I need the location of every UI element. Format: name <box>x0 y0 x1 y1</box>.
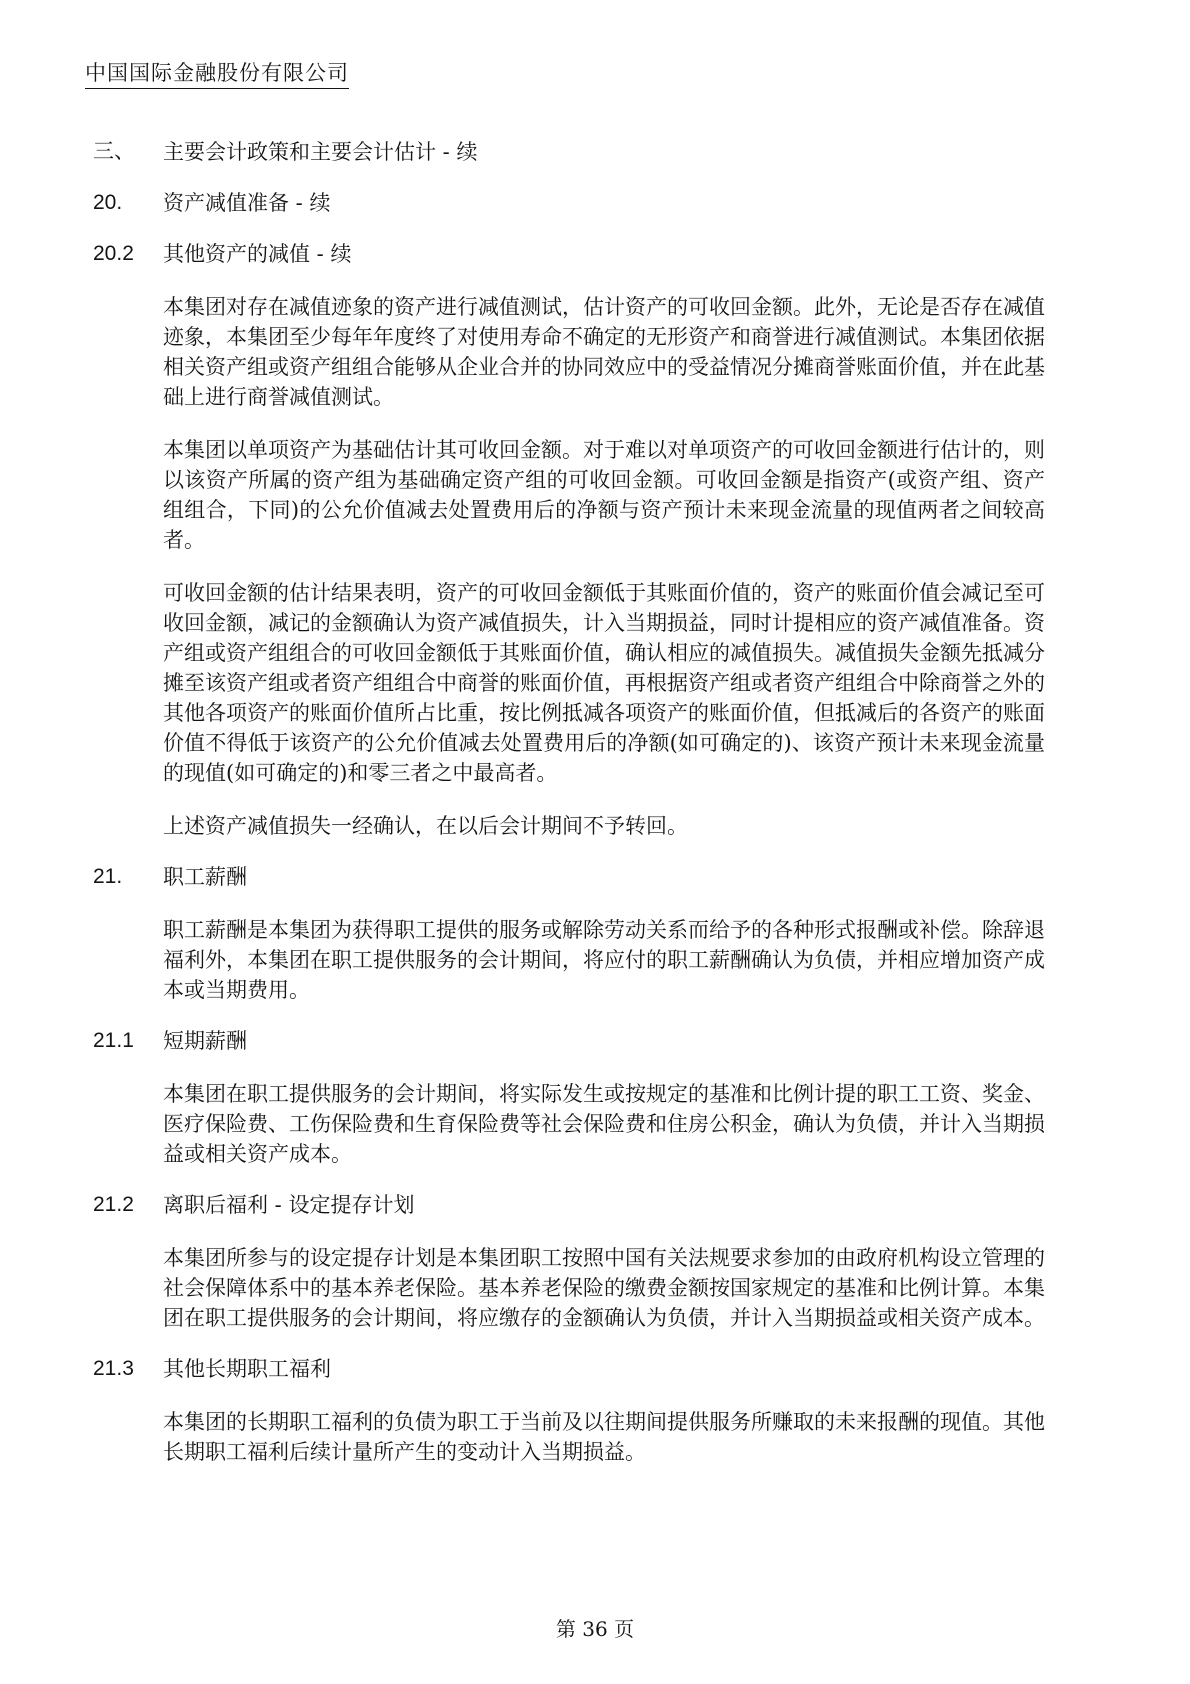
paragraph-20-2-1: 本集团对存在减值迹象的资产进行减值测试，估计资产的可收回金额。此外，无论是否存在减值迹象，本集团至少每年年度终了对使用寿命不确定的无形资产和商誉进行减值测试。本集团依据相关资产组或资产组组合能够从企业合并的协同效应中的受益情况分摊商誉账面价值，并在此基础上进行商誉减值测试。 <box>163 295 1045 409</box>
section-number-main: 三、 <box>93 140 135 163</box>
paragraph-20-2-2: 本集团以单项资产为基础估计其可收回金额。对于难以对单项资产的可收回金额进行估计的，则以该资产所属的资产组为基础确定资产组的可收回金额。可收回金额是指资产(或资产组、资产组组合，下同)的公允价值减去处置费用后的净额与资产预计未来现金流量的现值两者之间较高者。 <box>163 438 1045 552</box>
section-title-21-2: 离职后福利 - 设定提存计划 <box>163 1193 415 1217</box>
section-number-21-2: 21.2 <box>93 1193 134 1216</box>
section-heading-20 <box>93 188 1045 218</box>
section-title-21-1: 短期薪酬 <box>163 1029 247 1053</box>
section-number-20: 20. <box>93 191 123 214</box>
section-number-21-1: 21.1 <box>93 1029 134 1052</box>
section-title-20-2: 其他资产的减值 - 续 <box>163 242 352 266</box>
section-title-20: 资产减值准备 - 续 <box>163 191 331 215</box>
section-number-21-3: 21.3 <box>93 1357 134 1380</box>
section-heading-main <box>93 137 1045 167</box>
section-heading-21-1 <box>93 1026 1045 1056</box>
section-number-21: 21. <box>93 865 123 888</box>
section-number-20-2: 20.2 <box>93 242 134 265</box>
section-title-21-3: 其他长期职工福利 <box>163 1357 331 1381</box>
paragraph-21-1-1: 本集团在职工提供服务的会计期间，将实际发生或按规定的基准和比例计提的职工工资、奖金、医疗保险费、工伤保险费和生育保险费等社会保险费和住房公积金，确认为负债，并计入当期损益或相关资产成本。 <box>163 1082 1045 1166</box>
section-heading-20-2 <box>93 239 1045 269</box>
page-number: 第 36 页 <box>555 1617 635 1641</box>
section-heading-21-2 <box>93 1190 1045 1220</box>
paragraph-20-2-3: 可收回金额的估计结果表明，资产的可收回金额低于其账面价值的，资产的账面价值会减记至可收回金额，减记的金额确认为资产减值损失，计入当期损益，同时计提相应的资产减值准备。资产组或资产组组合的可收回金额低于其账面价值，确认相应的减值损失。减值损失金额先抵减分摊至该资产组或者资产组组合中商誉的账面价值，再根据资产组或者资产组组合中除商誉之外的其他各项资产的账面价值所占比重，按比例抵减各项资产的账面价值，但抵减后的各资产的账面价值不得低于该资产的公允价值减去处置费用后的净额(如可确定的)、该资产预计未来现金流量的现值(如可确定的)和零三者之中最高者。 <box>163 581 1045 785</box>
section-heading-21-3 <box>93 1354 1045 1384</box>
company-name: 中国国际金融股份有限公司 <box>85 60 349 89</box>
paragraph-21-1: 职工薪酬是本集团为获得职工提供的服务或解除劳动关系而给予的各种形式报酬或补偿。除辞退福利外，本集团在职工提供服务的会计期间，将应付的职工薪酬确认为负债，并相应增加资产成本或当期费用。 <box>163 918 1045 1002</box>
section-heading-21 <box>93 862 1045 892</box>
section-title-21: 职工薪酬 <box>163 865 247 889</box>
paragraph-21-2-1: 本集团所参与的设定提存计划是本集团职工按照中国有关法规要求参加的由政府机构设立管理的社会保障体系中的基本养老保险。基本养老保险的缴费金额按国家规定的基准和比例计算。本集团在职工提供服务的会计期间，将应缴存的金额确认为负债，并计入当期损益或相关资产成本。 <box>163 1246 1045 1330</box>
paragraph-21-3-1: 本集团的长期职工福利的负债为职工于当前及以往期间提供服务所赚取的未来报酬的现值。其他长期职工福利后续计量所产生的变动计入当期损益。 <box>163 1410 1045 1464</box>
paragraph-20-2-4: 上述资产减值损失一经确认，在以后会计期间不予转回。 <box>163 814 688 838</box>
section-title-main: 主要会计政策和主要会计估计 - 续 <box>163 140 478 164</box>
